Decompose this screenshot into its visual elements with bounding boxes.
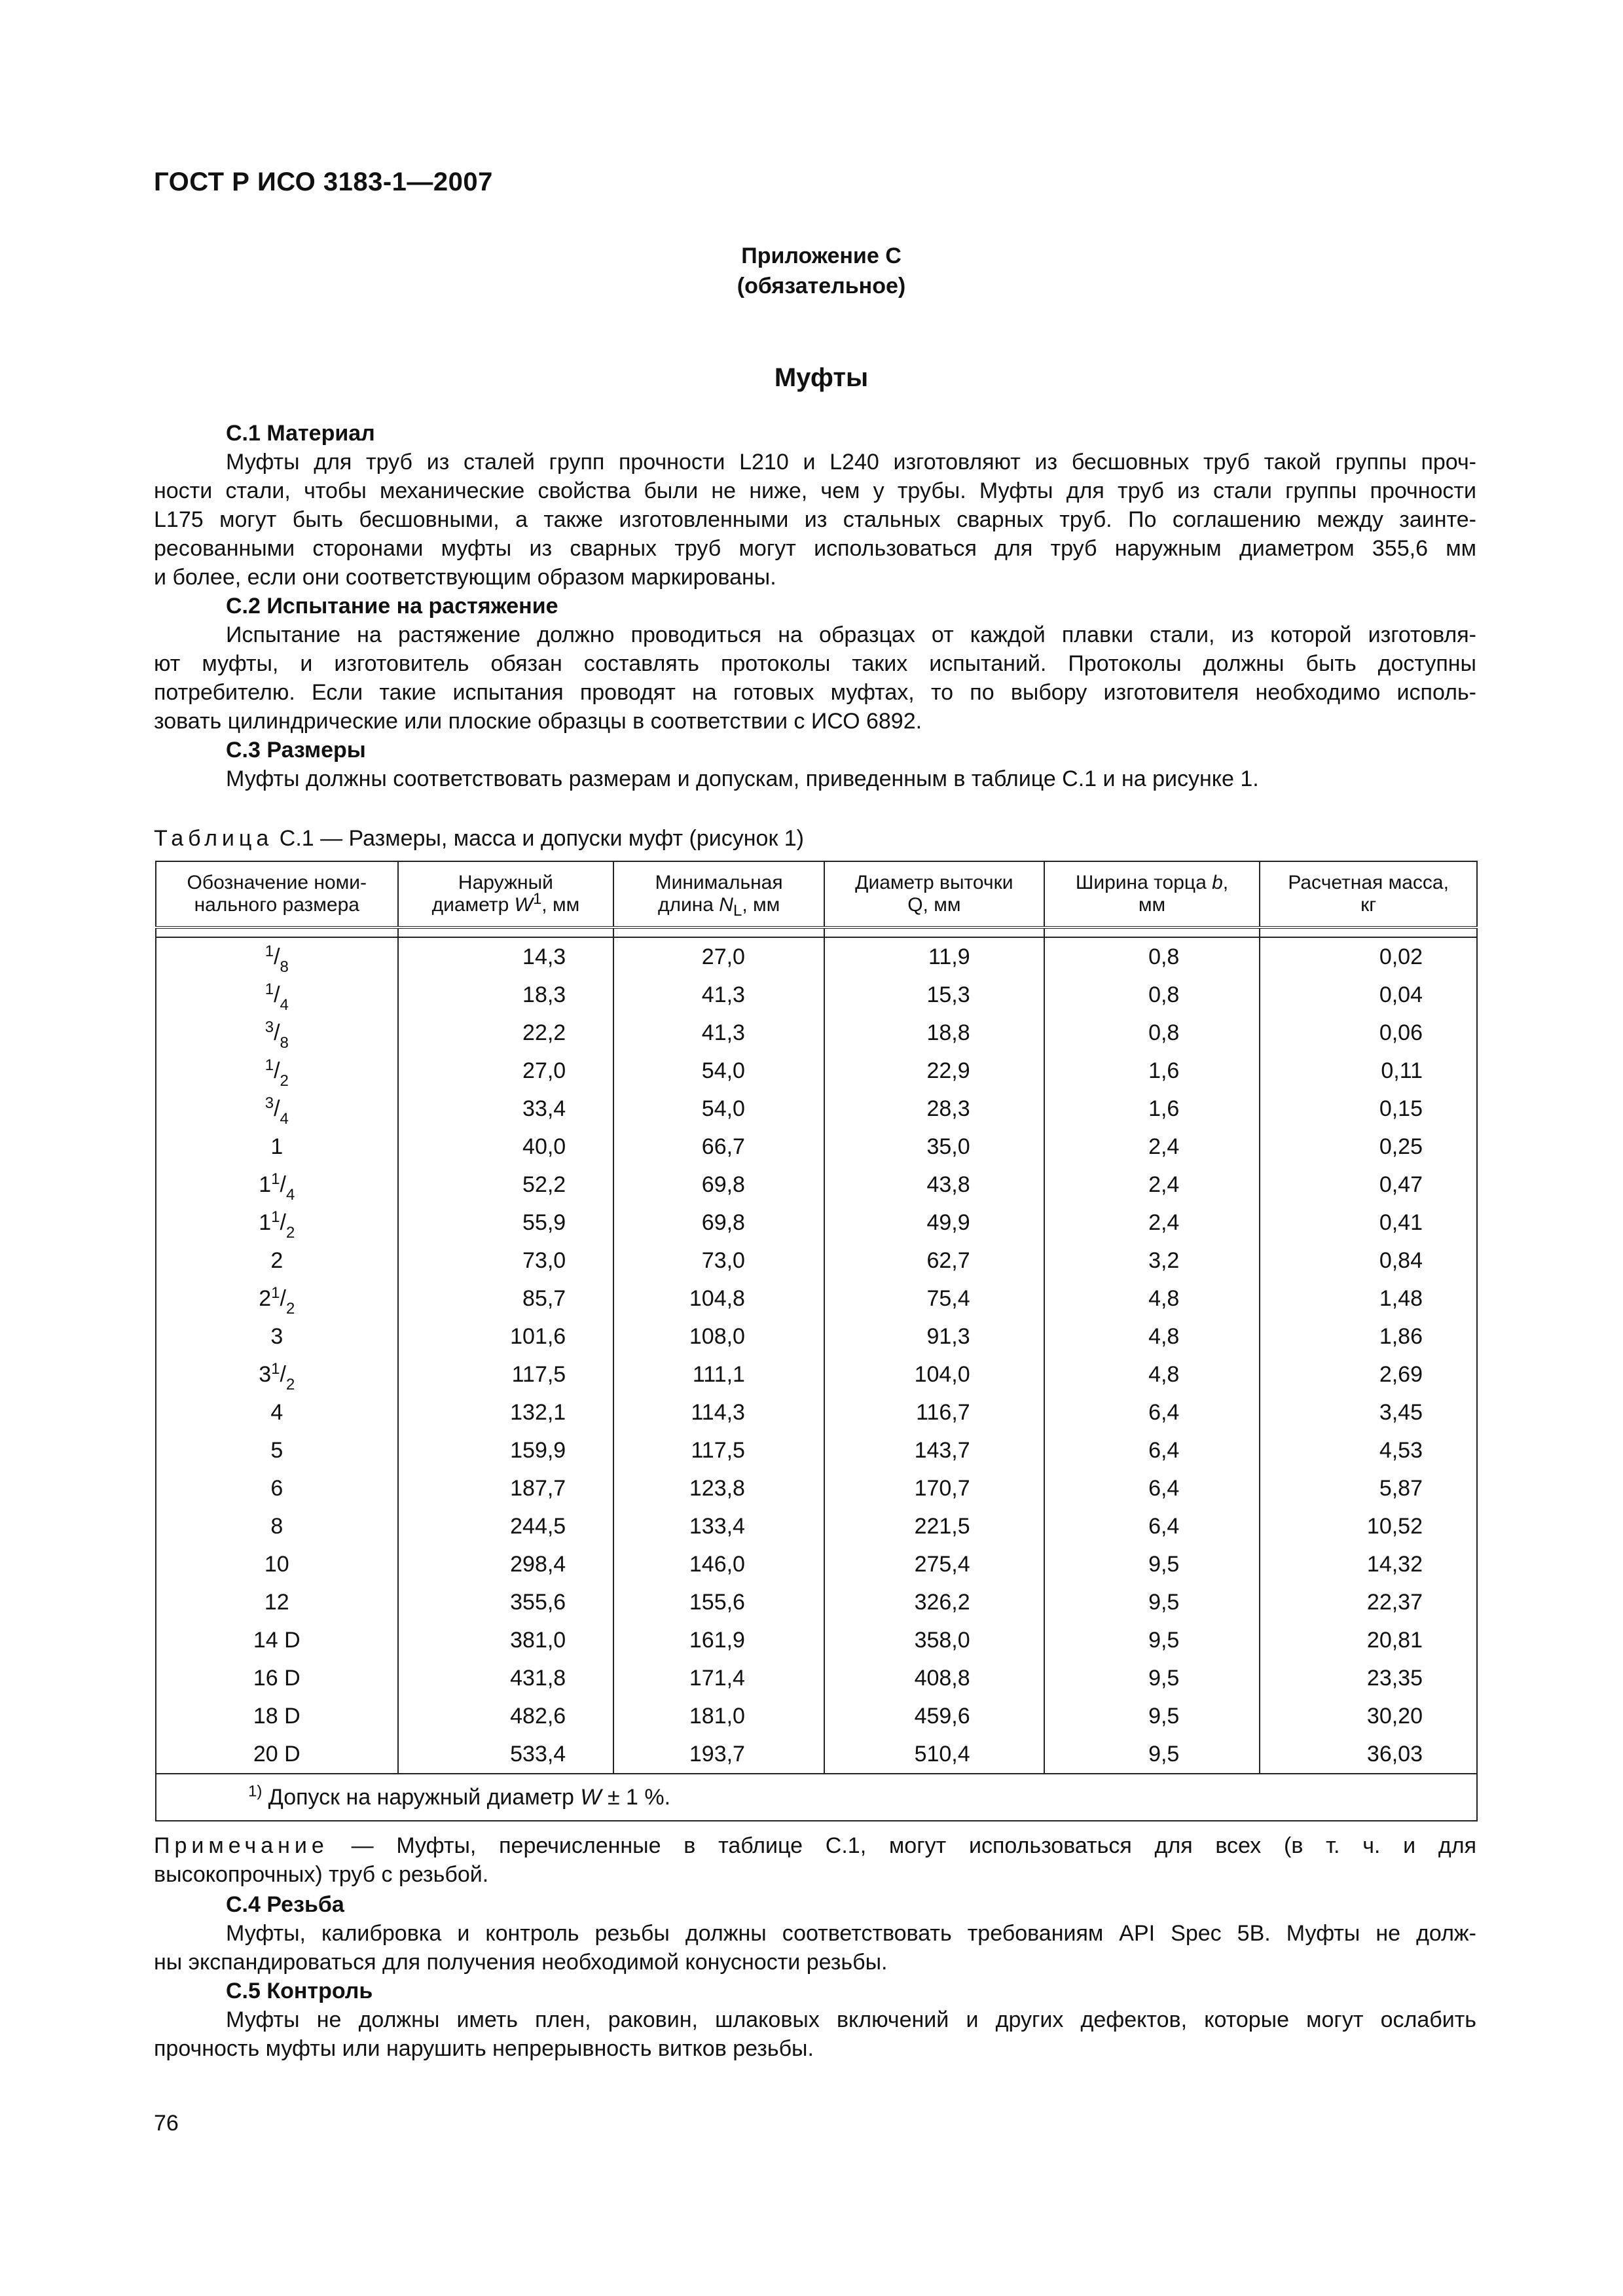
table-row: [156, 1204, 1477, 1242]
section-c3: [154, 736, 1476, 793]
cell-outer-diameter: 298,4: [398, 1545, 614, 1583]
cell-face-width: 2,4: [1044, 1166, 1260, 1204]
cell-recess-diameter: 62,7: [824, 1242, 1044, 1280]
cell-mass: 1,48: [1260, 1280, 1477, 1318]
cell-recess-diameter: 49,9: [824, 1204, 1044, 1242]
cell-recess-diameter: 116,7: [824, 1393, 1044, 1431]
table-row: [156, 937, 1477, 976]
table-row: [156, 1621, 1477, 1659]
cell-recess-diameter: 170,7: [824, 1469, 1044, 1507]
cell-outer-diameter: 244,5: [398, 1507, 614, 1545]
cell-face-width: 4,8: [1044, 1280, 1260, 1318]
table-row: [156, 1014, 1477, 1052]
cell-recess-diameter: 408,8: [824, 1659, 1044, 1697]
table-row: [156, 1318, 1477, 1355]
table-footnote-row: [156, 1774, 1477, 1821]
table-row: [156, 1128, 1477, 1166]
table-row: [156, 1659, 1477, 1697]
cell-size: $^3/_8$: [156, 1014, 398, 1052]
cell-min-length: 181,0: [613, 1697, 824, 1735]
cell-size: 1: [156, 1128, 398, 1166]
cell-recess-diameter: 275,4: [824, 1545, 1044, 1583]
cell-mass: 3,45: [1260, 1393, 1477, 1431]
annex-title: Приложение С: [741, 243, 902, 268]
cell-face-width: 6,4: [1044, 1431, 1260, 1469]
cell-min-length: 161,9: [613, 1621, 824, 1659]
cell-min-length: 114,3: [613, 1393, 824, 1431]
cell-recess-diameter: 11,9: [824, 937, 1044, 976]
cell-min-length: 66,7: [613, 1128, 824, 1166]
text-line: зовать цилиндрические или плоские образцы в соответствии с ИСО 6892.: [154, 709, 922, 734]
cell-outer-diameter: 132,1: [398, 1393, 614, 1431]
cell-outer-diameter: 482,6: [398, 1697, 614, 1735]
section-heading: С.2 Испытание на растяжение: [226, 594, 558, 619]
cell-mass: 14,32: [1260, 1545, 1477, 1583]
cell-outer-diameter: 14,3: [398, 937, 614, 976]
dimensions-table: [155, 861, 1478, 1821]
section-c1: [154, 419, 1476, 592]
cell-mass: 20,81: [1260, 1621, 1477, 1659]
table-row: [156, 1393, 1477, 1431]
cell-min-length: 27,0: [613, 937, 824, 976]
section-c2: [154, 592, 1476, 736]
cell-size: $^1/_8$: [156, 937, 398, 976]
table-row: [156, 1431, 1477, 1469]
cell-min-length: 41,3: [613, 976, 824, 1014]
cell-recess-diameter: 358,0: [824, 1621, 1044, 1659]
section-heading: С.3 Размеры: [226, 738, 366, 762]
cell-face-width: 6,4: [1044, 1469, 1260, 1507]
cell-outer-diameter: 117,5: [398, 1355, 614, 1393]
cell-face-width: 2,4: [1044, 1204, 1260, 1242]
cell-min-length: 146,0: [613, 1545, 824, 1583]
cell-face-width: 9,5: [1044, 1735, 1260, 1774]
cell-mass: 0,15: [1260, 1090, 1477, 1128]
section-heading: С.1 Материал: [226, 421, 375, 446]
cell-outer-diameter: 431,8: [398, 1659, 614, 1697]
cell-min-length: 108,0: [613, 1318, 824, 1355]
table-row: [156, 1242, 1477, 1280]
table-row: [156, 1280, 1477, 1318]
cell-min-length: 123,8: [613, 1469, 824, 1507]
cell-mass: 4,53: [1260, 1431, 1477, 1469]
table-caption: [154, 826, 804, 852]
cell-mass: 0,06: [1260, 1014, 1477, 1052]
text-line: Муфты должны соответствовать размерам и допускам, приведенным в таблице С.1 и на рисунке 1.: [226, 766, 1259, 791]
text-line: и более, если они соответствующим образом маркированы.: [154, 565, 776, 590]
cell-recess-diameter: 143,7: [824, 1431, 1044, 1469]
cell-face-width: 2,4: [1044, 1128, 1260, 1166]
cell-recess-diameter: 459,6: [824, 1697, 1044, 1735]
cell-mass: 0,84: [1260, 1242, 1477, 1280]
column-header-face-width: Ширина торца b, мм: [1044, 861, 1260, 927]
cell-size: $^3/_4$: [156, 1090, 398, 1128]
text-line: Муфты не должны иметь плен, раковин, шлаковых включений и других дефектов, которые могут ослабить: [226, 2007, 1476, 2032]
cell-recess-diameter: 221,5: [824, 1507, 1044, 1545]
cell-mass: 5,87: [1260, 1469, 1477, 1507]
cell-recess-diameter: 35,0: [824, 1128, 1044, 1166]
cell-recess-diameter: 510,4: [824, 1735, 1044, 1774]
cell-size: $^1/_4$: [156, 976, 398, 1014]
cell-min-length: 54,0: [613, 1052, 824, 1090]
section-heading: С.5 Контроль: [226, 1979, 373, 2003]
text-line: L175 могут быть бесшовными, а также изготовленными из стальных сварных труб. По соглашению между заинте-: [154, 507, 1476, 532]
column-header-outer-diameter: Наружный диаметр $W^1$, мм: [398, 861, 614, 927]
cell-outer-diameter: 85,7: [398, 1280, 614, 1318]
cell-recess-diameter: 43,8: [824, 1166, 1044, 1204]
cell-min-length: 54,0: [613, 1090, 824, 1128]
cell-face-width: 4,8: [1044, 1355, 1260, 1393]
cell-mass: 0,02: [1260, 937, 1477, 976]
cell-face-width: 0,8: [1044, 937, 1260, 976]
cell-face-width: 0,8: [1044, 1014, 1260, 1052]
table-caption-word: Таблица: [154, 826, 274, 851]
cell-face-width: 3,2: [1044, 1242, 1260, 1280]
cell-min-length: 104,8: [613, 1280, 824, 1318]
text-line: ности стали, чтобы механические свойства были не ниже, чем у трубы. Муфты для труб из стали группы прочности: [154, 478, 1476, 503]
text-line: прочность муфты или нарушить непрерывность витков резьбы.: [154, 2036, 814, 2061]
cell-mass: 22,37: [1260, 1583, 1477, 1621]
table-row: [156, 976, 1477, 1014]
cell-size: 5: [156, 1431, 398, 1469]
cell-size: 3: [156, 1318, 398, 1355]
cell-mass: 0,11: [1260, 1052, 1477, 1090]
cell-min-length: 193,7: [613, 1735, 824, 1774]
cell-recess-diameter: 28,3: [824, 1090, 1044, 1128]
cell-size: 16 D: [156, 1659, 398, 1697]
cell-size: 6: [156, 1469, 398, 1507]
table-header-row: [156, 861, 1477, 927]
table-row: [156, 1355, 1477, 1393]
cell-outer-diameter: 22,2: [398, 1014, 614, 1052]
cell-recess-diameter: 91,3: [824, 1318, 1044, 1355]
table-row: [156, 1090, 1477, 1128]
cell-recess-diameter: 15,3: [824, 976, 1044, 1014]
table-row: [156, 1507, 1477, 1545]
cell-outer-diameter: 27,0: [398, 1052, 614, 1090]
cell-outer-diameter: 18,3: [398, 976, 614, 1014]
cell-face-width: 1,6: [1044, 1090, 1260, 1128]
table-footnote: $^{1)}$ Допуск на наружный диаметр W ± 1 %.: [156, 1774, 1477, 1821]
cell-face-width: 4,8: [1044, 1318, 1260, 1355]
table-row: [156, 1545, 1477, 1583]
cell-mass: 1,86: [1260, 1318, 1477, 1355]
text-line: Муфты для труб из сталей групп прочности L210 и L240 изготовляют из бесшовных труб такой группы проч-: [226, 450, 1476, 475]
cell-outer-diameter: 33,4: [398, 1090, 614, 1128]
text-line: ресованными сторонами муфты из сварных труб могут использоваться для труб наружным диаметром 355,6 мм: [154, 536, 1476, 561]
cell-face-width: 9,5: [1044, 1697, 1260, 1735]
cell-min-length: 155,6: [613, 1583, 824, 1621]
cell-mass: 2,69: [1260, 1355, 1477, 1393]
cell-min-length: 73,0: [613, 1242, 824, 1280]
cell-recess-diameter: 104,0: [824, 1355, 1044, 1393]
table-row: [156, 1697, 1477, 1735]
table-row: [156, 1735, 1477, 1774]
cell-mass: 0,25: [1260, 1128, 1477, 1166]
table-note: [154, 1831, 1476, 1889]
cell-size: 2: [156, 1242, 398, 1280]
page-number: 76: [154, 2111, 179, 2136]
cell-mass: 30,20: [1260, 1697, 1477, 1735]
cell-size: 8: [156, 1507, 398, 1545]
main-title: Муфты: [774, 363, 869, 392]
annex-status: (обязательное): [737, 274, 906, 298]
cell-outer-diameter: 73,0: [398, 1242, 614, 1280]
cell-size: 4: [156, 1393, 398, 1431]
cell-mass: 23,35: [1260, 1659, 1477, 1697]
text-line: ны экспандироваться для получения необходимой конусности резьбы.: [154, 1950, 888, 1975]
table-row: [156, 1052, 1477, 1090]
cell-min-length: 41,3: [613, 1014, 824, 1052]
cell-recess-diameter: 22,9: [824, 1052, 1044, 1090]
cell-outer-diameter: 55,9: [398, 1204, 614, 1242]
cell-outer-diameter: 101,6: [398, 1318, 614, 1355]
cell-min-length: 133,4: [613, 1507, 824, 1545]
cell-mass: 36,03: [1260, 1735, 1477, 1774]
text-line: ют муфты, и изготовитель обязан составлять протоколы таких испытаний. Протоколы должны быть доступны: [154, 651, 1476, 676]
cell-min-length: 117,5: [613, 1431, 824, 1469]
cell-face-width: 1,6: [1044, 1052, 1260, 1090]
cell-recess-diameter: 18,8: [824, 1014, 1044, 1052]
column-header-size: Обозначение номи- нального размера: [156, 861, 398, 927]
cell-size: 20 D: [156, 1735, 398, 1774]
cell-face-width: 9,5: [1044, 1659, 1260, 1697]
cell-outer-diameter: 187,7: [398, 1469, 614, 1507]
cell-mass: 0,47: [1260, 1166, 1477, 1204]
cell-mass: 0,04: [1260, 976, 1477, 1014]
cell-face-width: 9,5: [1044, 1545, 1260, 1583]
document-id: ГОСТ Р ИСО 3183-1—2007: [154, 168, 493, 196]
table-body: [156, 937, 1477, 1774]
cell-min-length: 111,1: [613, 1355, 824, 1393]
text-line: Испытание на растяжение должно проводиться на образцах от каждой плавки стали, из которой изготовля-: [226, 622, 1476, 647]
cell-min-length: 171,4: [613, 1659, 824, 1697]
cell-size: $1^1/_4$: [156, 1166, 398, 1204]
cell-size: 12: [156, 1583, 398, 1621]
section-c4: [154, 1890, 1476, 1977]
cell-min-length: 69,8: [613, 1166, 824, 1204]
column-header-min-length: Минимальная длина $N_L$, мм: [613, 861, 824, 927]
header-separator: [156, 927, 1477, 937]
cell-min-length: 69,8: [613, 1204, 824, 1242]
cell-size: 14 D: [156, 1621, 398, 1659]
cell-size: $3^1/_2$: [156, 1355, 398, 1393]
text-line: высокопрочных) труб с резьбой.: [154, 1862, 489, 1887]
text-line: Муфты, калибровка и контроль резьбы должны соответствовать требованиям API Spec 5B. Муфты не долж-: [226, 1921, 1476, 1946]
cell-size: $^1/_2$: [156, 1052, 398, 1090]
cell-face-width: 0,8: [1044, 976, 1260, 1014]
cell-size: 10: [156, 1545, 398, 1583]
cell-mass: 0,41: [1260, 1204, 1477, 1242]
cell-recess-diameter: 326,2: [824, 1583, 1044, 1621]
table-caption-text: С.1 — Размеры, масса и допуски муфт (рисунок 1): [273, 826, 804, 851]
cell-face-width: 9,5: [1044, 1621, 1260, 1659]
table-row: [156, 1166, 1477, 1204]
cell-face-width: 9,5: [1044, 1583, 1260, 1621]
cell-face-width: 6,4: [1044, 1507, 1260, 1545]
cell-outer-diameter: 40,0: [398, 1128, 614, 1166]
cell-outer-diameter: 52,2: [398, 1166, 614, 1204]
table-row: [156, 1583, 1477, 1621]
section-heading: С.4 Резьба: [226, 1892, 344, 1917]
column-header-recess-diameter: Диаметр выточки Q, мм: [824, 861, 1044, 927]
text-line: Примечание — Муфты, перечисленные в таблице С.1, могут использоваться для всех (в т. ч. и для: [154, 1833, 1476, 1858]
cell-size: $1^1/_2$: [156, 1204, 398, 1242]
cell-outer-diameter: 533,4: [398, 1735, 614, 1774]
column-header-mass: Расчетная масса, кг: [1260, 861, 1477, 927]
section-c5: [154, 1977, 1476, 2063]
cell-mass: 10,52: [1260, 1507, 1477, 1545]
cell-size: $2^1/_2$: [156, 1280, 398, 1318]
cell-outer-diameter: 355,6: [398, 1583, 614, 1621]
table-row: [156, 1469, 1477, 1507]
cell-outer-diameter: 381,0: [398, 1621, 614, 1659]
cell-recess-diameter: 75,4: [824, 1280, 1044, 1318]
cell-face-width: 6,4: [1044, 1393, 1260, 1431]
cell-outer-diameter: 159,9: [398, 1431, 614, 1469]
cell-size: 18 D: [156, 1697, 398, 1735]
text-line: потребителю. Если такие испытания проводят на готовых муфтах, то по выбору изготовителя необходимо исполь-: [154, 680, 1476, 705]
